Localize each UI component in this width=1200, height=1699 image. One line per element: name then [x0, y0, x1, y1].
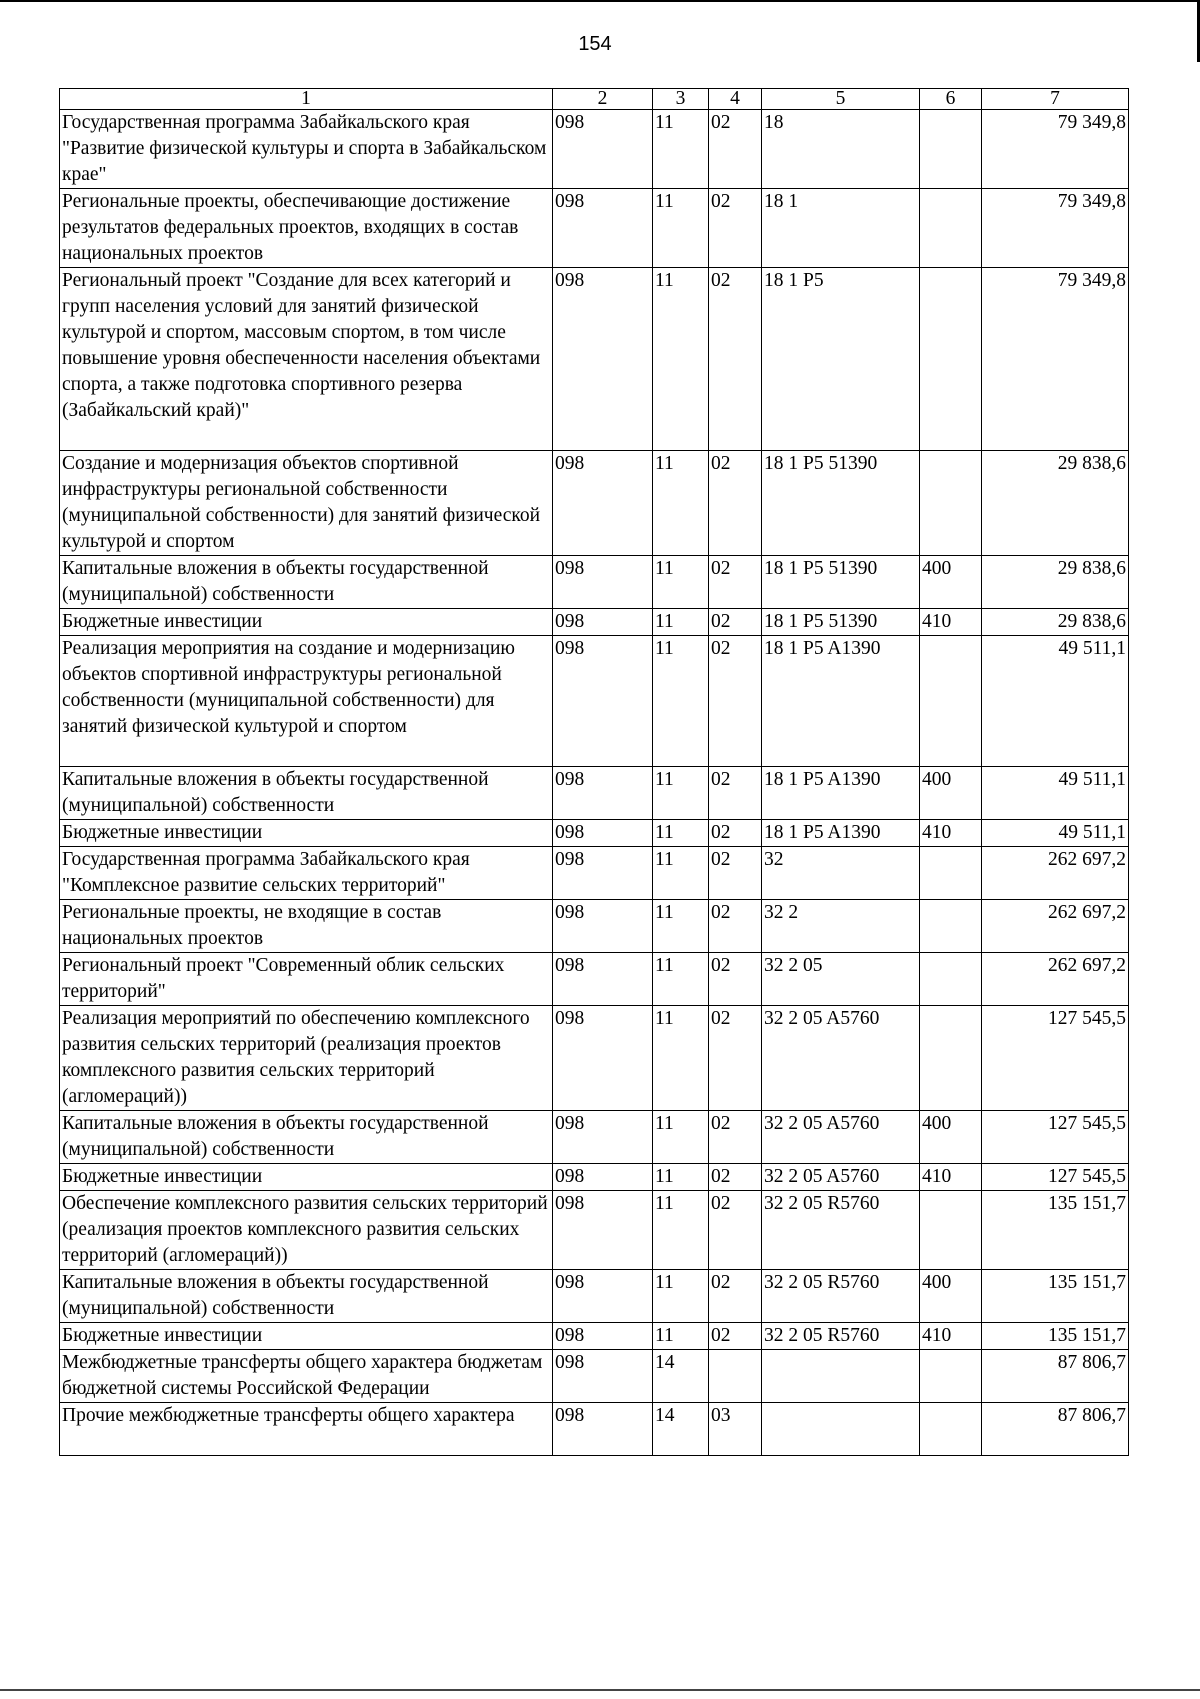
code-cell: 32 2 05 R5760: [762, 1323, 920, 1350]
amount-cell: 87 806,7: [982, 1350, 1129, 1403]
col2-cell: 098: [553, 1111, 653, 1164]
type-cell: 400: [920, 556, 982, 609]
col4-cell: 02: [709, 110, 762, 189]
amount-cell: 29 838,6: [982, 609, 1129, 636]
column-header-5: 5: [762, 89, 920, 110]
col4-cell: 02: [709, 268, 762, 451]
col2-cell: 098: [553, 900, 653, 953]
amount-cell: 135 151,7: [982, 1191, 1129, 1270]
table-row: [60, 1164, 1129, 1191]
col4-cell: 02: [709, 1191, 762, 1270]
top-border-line: [0, 0, 1200, 2]
col2-cell: 098: [553, 1191, 653, 1270]
col4-cell: 03: [709, 1403, 762, 1456]
col4-cell: 02: [709, 820, 762, 847]
code-cell: 32 2: [762, 900, 920, 953]
type-cell: [920, 1006, 982, 1111]
row-name-cell: Капитальные вложения в объекты государственной (муниципальной) собственности: [60, 1270, 553, 1323]
column-header-2: 2: [553, 89, 653, 110]
type-cell: 410: [920, 1323, 982, 1350]
col2-cell: 098: [553, 189, 653, 268]
row-name-cell: Обеспечение комплексного развития сельских территорий (реализация проектов комплексного развития сельских территорий (агломераций)): [60, 1191, 553, 1270]
type-cell: [920, 847, 982, 900]
table-row: [60, 1350, 1129, 1403]
code-cell: 18 1: [762, 189, 920, 268]
row-name-cell: Бюджетные инвестиции: [60, 609, 553, 636]
table-row: [60, 953, 1129, 1006]
col3-cell: 11: [653, 1006, 709, 1111]
table-row: [60, 451, 1129, 556]
type-cell: [920, 900, 982, 953]
col2-cell: 098: [553, 609, 653, 636]
col2-cell: 098: [553, 451, 653, 556]
row-name-cell: Капитальные вложения в объекты государственной (муниципальной) собственности: [60, 767, 553, 820]
table-row: [60, 636, 1129, 767]
col2-cell: 098: [553, 1270, 653, 1323]
amount-cell: 127 545,5: [982, 1111, 1129, 1164]
amount-cell: 79 349,8: [982, 268, 1129, 451]
table-row: [60, 1270, 1129, 1323]
table-header: [60, 89, 1129, 110]
col2-cell: 098: [553, 767, 653, 820]
type-cell: [920, 1350, 982, 1403]
amount-cell: 49 511,1: [982, 820, 1129, 847]
col3-cell: 11: [653, 900, 709, 953]
type-cell: [920, 110, 982, 189]
amount-cell: 262 697,2: [982, 847, 1129, 900]
amount-cell: 262 697,2: [982, 900, 1129, 953]
row-name-cell: Создание и модернизация объектов спортивной инфраструктуры региональной собственности (муниципальной собственности) для занятий физической культурой и спортом: [60, 451, 553, 556]
col4-cell: 02: [709, 1006, 762, 1111]
col2-cell: 098: [553, 1323, 653, 1350]
col2-cell: 098: [553, 953, 653, 1006]
col4-cell: 02: [709, 847, 762, 900]
col3-cell: 11: [653, 189, 709, 268]
amount-cell: 127 545,5: [982, 1164, 1129, 1191]
table-row: [60, 1111, 1129, 1164]
row-name-cell: Государственная программа Забайкальского края "Комплексное развитие сельских территорий": [60, 847, 553, 900]
bottom-border-line: [0, 1689, 1200, 1691]
type-cell: 400: [920, 1270, 982, 1323]
type-cell: [920, 189, 982, 268]
code-cell: 32 2 05 R5760: [762, 1270, 920, 1323]
col4-cell: 02: [709, 1270, 762, 1323]
col3-cell: 11: [653, 1323, 709, 1350]
col4-cell: 02: [709, 189, 762, 268]
table-row: [60, 847, 1129, 900]
code-cell: 18 1 P5 51390: [762, 556, 920, 609]
column-header-4: 4: [709, 89, 762, 110]
amount-cell: 135 151,7: [982, 1323, 1129, 1350]
col3-cell: 11: [653, 767, 709, 820]
amount-cell: 87 806,7: [982, 1403, 1129, 1456]
col4-cell: 02: [709, 1111, 762, 1164]
type-cell: 400: [920, 767, 982, 820]
col4-cell: 02: [709, 451, 762, 556]
col2-cell: 098: [553, 1403, 653, 1456]
table-row: [60, 268, 1129, 451]
col4-cell: 02: [709, 636, 762, 767]
table-row: [60, 110, 1129, 189]
col3-cell: 11: [653, 451, 709, 556]
row-name-cell: Бюджетные инвестиции: [60, 1323, 553, 1350]
col3-cell: 14: [653, 1350, 709, 1403]
header-row: [60, 89, 1129, 110]
table-row: [60, 189, 1129, 268]
column-header-3: 3: [653, 89, 709, 110]
amount-cell: 29 838,6: [982, 451, 1129, 556]
row-name-cell: Бюджетные инвестиции: [60, 820, 553, 847]
code-cell: 18 1 P5 A1390: [762, 820, 920, 847]
col3-cell: 11: [653, 847, 709, 900]
row-name-cell: Реализация мероприятий по обеспечению комплексного развития сельских территорий (реализация проектов комплексного развития сельских территорий (агломераций)): [60, 1006, 553, 1111]
col4-cell: 02: [709, 767, 762, 820]
type-cell: [920, 1403, 982, 1456]
code-cell: 18 1 P5 51390: [762, 451, 920, 556]
column-header-1: 1: [60, 89, 553, 110]
col3-cell: 11: [653, 268, 709, 451]
col3-cell: 11: [653, 609, 709, 636]
code-cell: 18 1 P5: [762, 268, 920, 451]
type-cell: [920, 268, 982, 451]
row-name-cell: Региональный проект "Современный облик сельских территорий": [60, 953, 553, 1006]
table-row: [60, 1323, 1129, 1350]
amount-cell: 29 838,6: [982, 556, 1129, 609]
col4-cell: 02: [709, 900, 762, 953]
type-cell: [920, 636, 982, 767]
column-header-6: 6: [920, 89, 982, 110]
amount-cell: 127 545,5: [982, 1006, 1129, 1111]
row-name-cell: Бюджетные инвестиции: [60, 1164, 553, 1191]
col3-cell: 14: [653, 1403, 709, 1456]
col4-cell: [709, 1350, 762, 1403]
col2-cell: 098: [553, 268, 653, 451]
table-row: [60, 820, 1129, 847]
col3-cell: 11: [653, 110, 709, 189]
col2-cell: 098: [553, 847, 653, 900]
col3-cell: 11: [653, 1191, 709, 1270]
code-cell: 18: [762, 110, 920, 189]
col3-cell: 11: [653, 1270, 709, 1323]
col3-cell: 11: [653, 953, 709, 1006]
type-cell: 410: [920, 1164, 982, 1191]
code-cell: 32 2 05 R5760: [762, 1191, 920, 1270]
col2-cell: 098: [553, 1006, 653, 1111]
amount-cell: 79 349,8: [982, 110, 1129, 189]
type-cell: [920, 1191, 982, 1270]
row-name-cell: Межбюджетные трансферты общего характера бюджетам бюджетной системы Российской Федерации: [60, 1350, 553, 1403]
amount-cell: 49 511,1: [982, 636, 1129, 767]
code-cell: 18 1 P5 A1390: [762, 767, 920, 820]
col2-cell: 098: [553, 636, 653, 767]
code-cell: 32 2 05 A5760: [762, 1111, 920, 1164]
col4-cell: 02: [709, 609, 762, 636]
type-cell: 400: [920, 1111, 982, 1164]
table-row: [60, 1006, 1129, 1111]
row-name-cell: Капитальные вложения в объекты государственной (муниципальной) собственности: [60, 1111, 553, 1164]
col2-cell: 098: [553, 1350, 653, 1403]
col3-cell: 11: [653, 1164, 709, 1191]
col3-cell: 11: [653, 1111, 709, 1164]
code-cell: 32: [762, 847, 920, 900]
row-name-cell: Региональные проекты, не входящие в состав национальных проектов: [60, 900, 553, 953]
amount-cell: 49 511,1: [982, 767, 1129, 820]
code-cell: [762, 1403, 920, 1456]
code-cell: 18 1 P5 51390: [762, 609, 920, 636]
row-name-cell: Реализация мероприятия на создание и модернизацию объектов спортивной инфраструктуры региональной собственности (муниципальной собственности) для занятий физической культурой и спортом: [60, 636, 553, 767]
type-cell: [920, 451, 982, 556]
table-row: [60, 767, 1129, 820]
row-name-cell: Региональный проект "Создание для всех категорий и групп населения условий для занятий физической культурой и спортом, массовым спортом, в том числе повышение уровня обеспеченности населения объектами спорта, а также подготовка спортивного резерва (Забайкальский край)": [60, 268, 553, 451]
column-header-7: 7: [982, 89, 1129, 110]
code-cell: 32 2 05 A5760: [762, 1006, 920, 1111]
col2-cell: 098: [553, 556, 653, 609]
code-cell: 32 2 05 A5760: [762, 1164, 920, 1191]
code-cell: 32 2 05: [762, 953, 920, 1006]
amount-cell: 79 349,8: [982, 189, 1129, 268]
col2-cell: 098: [553, 110, 653, 189]
type-cell: 410: [920, 820, 982, 847]
table-row: [60, 900, 1129, 953]
col4-cell: 02: [709, 953, 762, 1006]
row-name-cell: Государственная программа Забайкальского края "Развитие физической культуры и спорта в Забайкальском крае": [60, 110, 553, 189]
table-row: [60, 1403, 1129, 1456]
amount-cell: 262 697,2: [982, 953, 1129, 1006]
col2-cell: 098: [553, 820, 653, 847]
code-cell: [762, 1350, 920, 1403]
col3-cell: 11: [653, 820, 709, 847]
amount-cell: 135 151,7: [982, 1270, 1129, 1323]
table-row: [60, 556, 1129, 609]
row-name-cell: Региональные проекты, обеспечивающие достижение результатов федеральных проектов, входящих в состав национальных проектов: [60, 189, 553, 268]
type-cell: 410: [920, 609, 982, 636]
col3-cell: 11: [653, 636, 709, 767]
row-name-cell: Капитальные вложения в объекты государственной (муниципальной) собственности: [60, 556, 553, 609]
col4-cell: 02: [709, 556, 762, 609]
code-cell: 18 1 P5 A1390: [762, 636, 920, 767]
col4-cell: 02: [709, 1164, 762, 1191]
type-cell: [920, 953, 982, 1006]
col4-cell: 02: [709, 1323, 762, 1350]
table-row: [60, 609, 1129, 636]
col3-cell: 11: [653, 556, 709, 609]
col2-cell: 098: [553, 1164, 653, 1191]
table-body: [60, 110, 1129, 1456]
row-name-cell: Прочие межбюджетные трансферты общего характера: [60, 1403, 553, 1456]
budget-table: [59, 88, 1129, 1456]
table-row: [60, 1191, 1129, 1270]
page-number: 154: [578, 33, 612, 55]
